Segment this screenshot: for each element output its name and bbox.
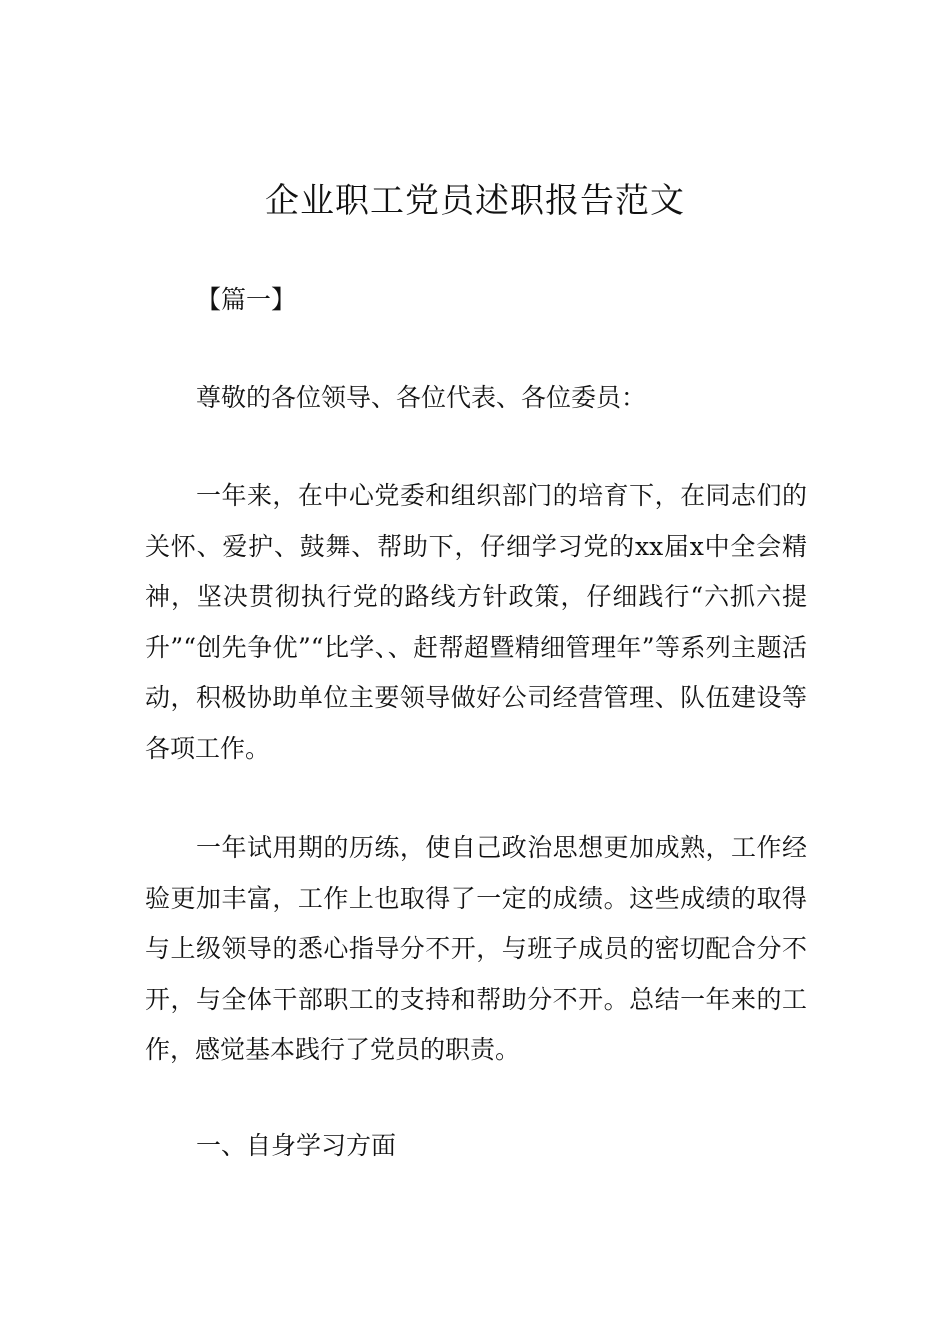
section-subheading: 一、自身学习方面 — [196, 1131, 397, 1160]
body-paragraph: 一年试用期的历练，使自己政治思想更加成熟，工作经验更加丰富，工作上也取得了一定的成绩。这些成绩的取得与上级领导的悉心指导分不开，与班子成员的密切配合分不开，与全体干部职工的支持和帮助分不开。总结一年来的工作，感觉基本践行了党员的职责。 — [145, 833, 807, 1064]
section-label: 【篇一】 — [196, 285, 297, 314]
greeting-paragraph: 尊敬的各位领导、各位代表、各位委员： — [196, 383, 647, 412]
document-title: 企业职工党员述职报告范文 — [265, 181, 685, 221]
body-paragraph: 一年来，在中心党委和组织部门的培育下，在同志们的关怀、爱护、鼓舞、帮助下，仔细学习党的xx届x中全会精神，坚决贯彻执行党的路线方针政策，仔细践行“六抓六提升”“创先争优”“比学、、赶帮超暨精细管理年”等系列主题活动，积极协助单位主要领导做好公司经营管理、队伍建设等各项工作。 — [145, 481, 807, 763]
